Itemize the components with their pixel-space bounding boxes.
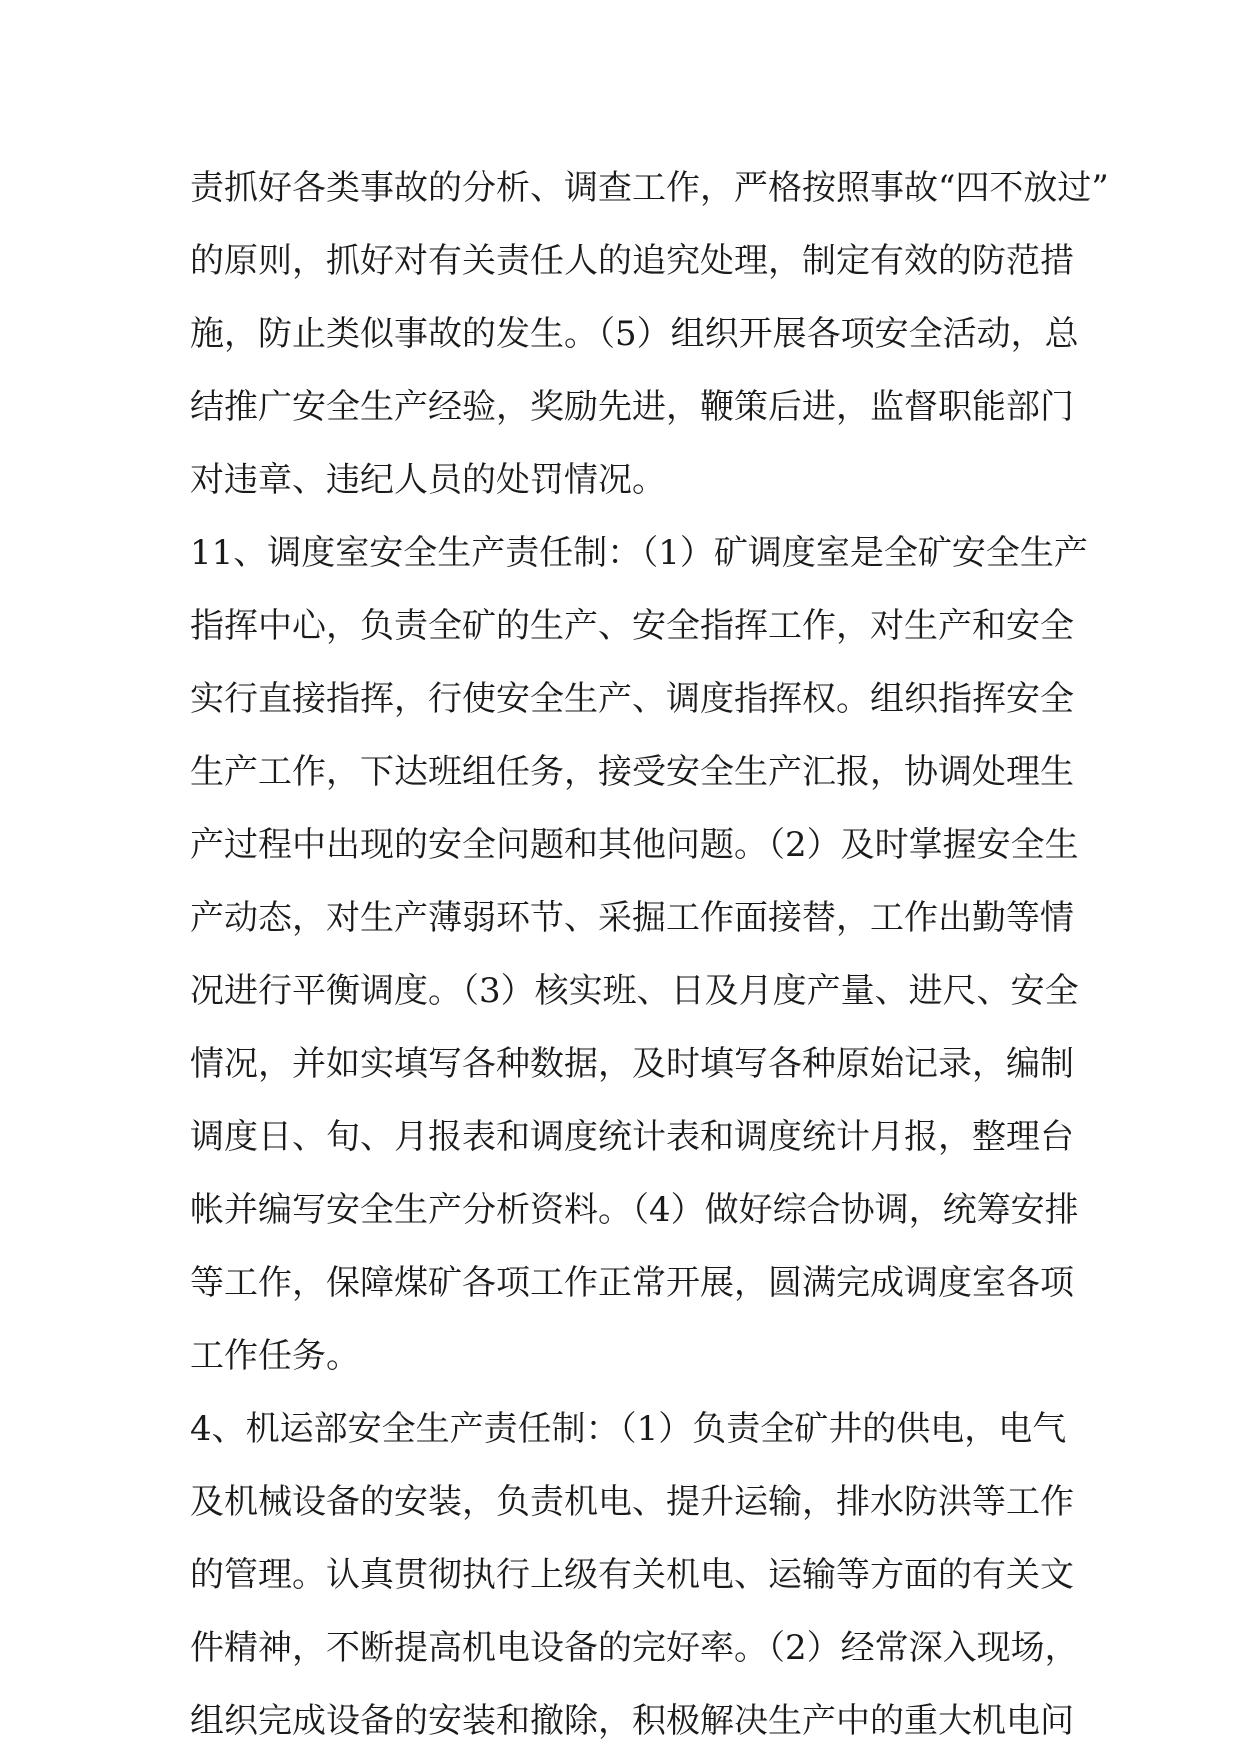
text-line: 及机械设备的安装，负责机电、提升运输，排水防洪等工作 <box>190 1482 1074 1522</box>
text-line: 帐并编写安全生产分析资料。（4）做好综合协调，统筹安排 <box>190 1190 1079 1230</box>
text-line: 4、机运部安全生产责任制：（1）负责全矿井的供电，电气 <box>190 1409 1067 1449</box>
text-line: 的管理。认真贯彻执行上级有关机电、运输等方面的有关文 <box>190 1555 1074 1595</box>
text-line: 实行直接指挥，行使安全生产、调度指挥权。组织指挥安全 <box>190 679 1074 719</box>
text-line: 产动态，对生产薄弱环节、采掘工作面接替，工作出勤等情 <box>190 898 1074 938</box>
text-line: 件精神，不断提高机电设备的完好率。（2）经常深入现场， <box>190 1628 1079 1668</box>
text-line: 11、调度室安全生产责任制：（1）矿调度室是全矿安全生产 <box>190 533 1088 573</box>
text-line: 生产工作，下达班组任务，接受安全生产汇报，协调处理生 <box>190 752 1074 792</box>
text-line: 产过程中出现的安全问题和其他问题。（2）及时掌握安全生 <box>190 825 1079 865</box>
text-line: 指挥中心，负责全矿的生产、安全指挥工作，对生产和安全 <box>190 606 1074 646</box>
text-line: 施，防止类似事故的发生。（5）组织开展各项安全活动，总 <box>190 314 1079 354</box>
text-line: 的原则，抓好对有关责任人的追究处理，制定有效的防范措 <box>190 241 1074 281</box>
text-line: 况进行平衡调度。（3）核实班、日及月度产量、进尺、安全 <box>190 971 1079 1011</box>
text-line: 结推广安全生产经验，奖励先进，鞭策后进，监督职能部门 <box>190 387 1074 427</box>
text-line: 组织完成设备的安装和撤除，积极解决生产中的重大机电问 <box>190 1701 1074 1741</box>
text-line: 对违章、违纪人员的处罚情况。 <box>190 460 666 500</box>
text-line: 等工作，保障煤矿各项工作正常开展，圆满完成调度室各项 <box>190 1263 1074 1303</box>
text-line: 调度日、旬、月报表和调度统计表和调度统计月报，整理台 <box>190 1117 1074 1157</box>
text-line: 责抓好各类事故的分析、调查工作，严格按照事故“四不放过” <box>190 168 1109 208</box>
text-line: 情况，并如实填写各种数据，及时填写各种原始记录，编制 <box>190 1044 1074 1084</box>
text-line: 工作任务。 <box>190 1336 360 1376</box>
